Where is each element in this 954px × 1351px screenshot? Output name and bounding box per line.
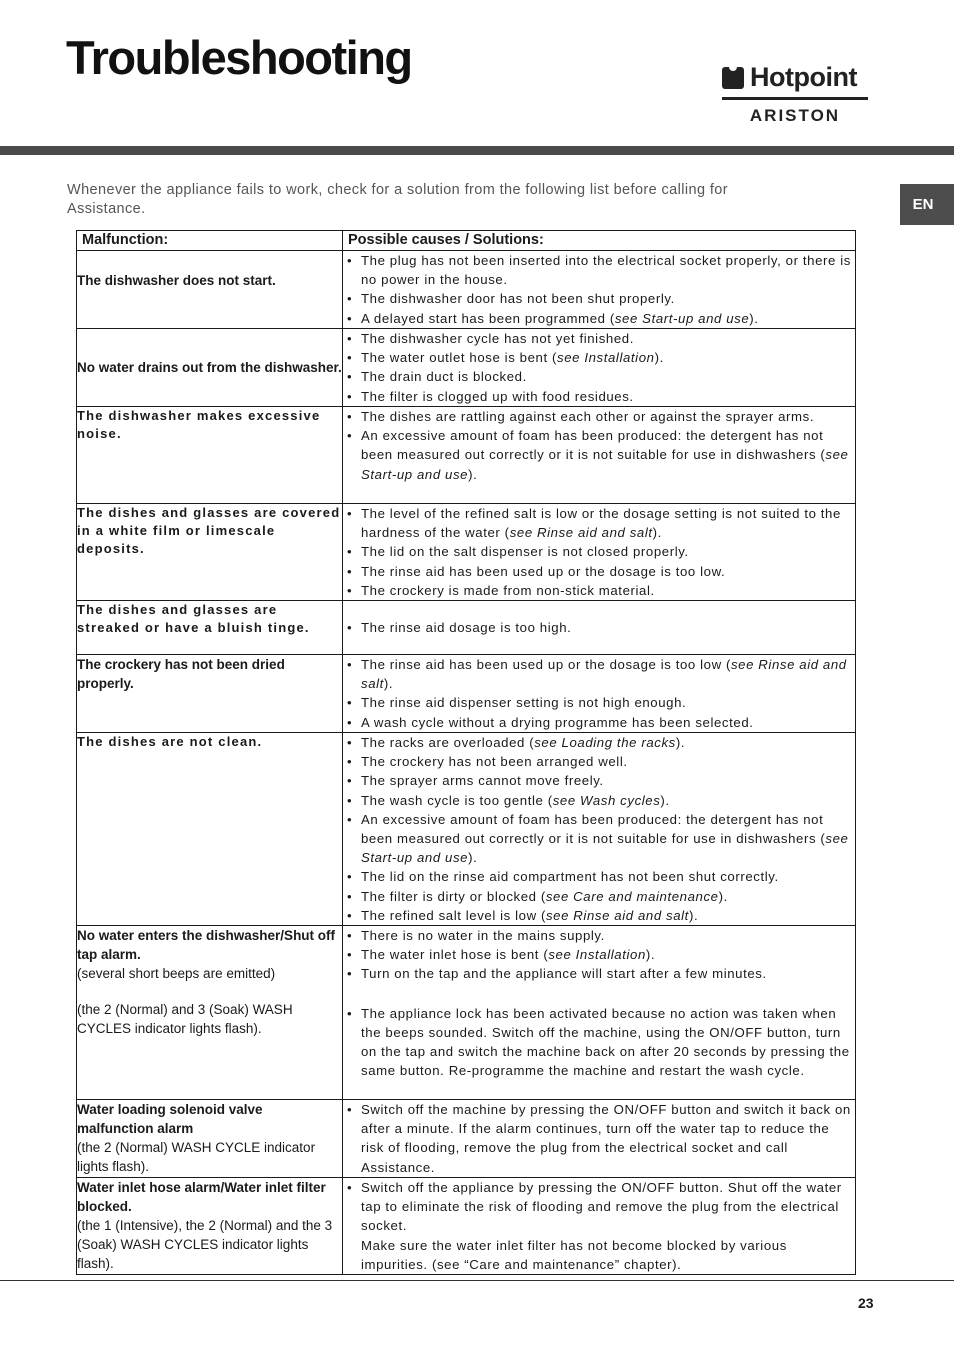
table-header-row (77, 231, 856, 251)
logo-brand-text: Hotpoint (750, 62, 857, 92)
malfunction-cell (77, 504, 343, 601)
page-title: Troubleshooting (66, 31, 412, 84)
causes-list (343, 251, 855, 328)
malfunction-note: (several short beeps are emitted) (77, 966, 276, 982)
col-header-malfunction: Malfunction: (77, 231, 343, 251)
malfunction-text: No water drains out from the dishwasher. (77, 360, 342, 375)
cause-item: • The rinse aid has been used up or the dosage is too low (see Rinse aid and salt). (343, 655, 855, 693)
causes-list (343, 407, 855, 484)
malfunction-text: Water loading solenoid valve malfunction alarm (77, 1102, 263, 1137)
cause-item: • The water inlet hose is bent (see Installation). (343, 945, 855, 964)
cause-item: Make sure the water inlet filter has not become blocked by various impurities. (see “Care and maintenance” chapter). (361, 1237, 787, 1272)
cause-item: • The rinse aid has been used up or the dosage is too low. (343, 562, 855, 581)
malfunction-cell (77, 1100, 343, 1178)
cross-reference: see Wash cycles (552, 792, 661, 808)
cause-item: • The filter is clogged up with food residues. (343, 387, 855, 406)
cause-item: • The appliance lock has been activated because no action was taken when the beeps sounded. Switch off the machine, using the ON/OFF button, turn on the tap and switch the machine back on after 20 seconds by pressing the same button. Re-programme the machine and restart the wash cycle. (343, 1004, 855, 1081)
malfunction-cell (77, 1178, 343, 1275)
table-row (77, 1100, 856, 1178)
causes-cell (343, 733, 856, 926)
cross-reference: see Loading the racks (534, 735, 676, 751)
cause-item: • The rinse aid dosage is too high. (343, 618, 855, 637)
cause-item: • Switch off the machine by pressing the ON/OFF button and switch it back on after a minute. If the alarm continues, turn off the water tap to reduce the risk of flooding, remove the plug from the electrical socket and call Assistance. (343, 1100, 855, 1177)
table-row (77, 601, 856, 655)
malfunction-cell (77, 329, 343, 407)
cause-item: • An excessive amount of foam has been produced: the detergent has not been measured out correctly or it is not suitable for use in dishwashers (see Start-up and use). (343, 426, 855, 484)
causes-cell (343, 407, 856, 504)
causes-list (343, 618, 855, 637)
malfunction-text: Water inlet hose alarm/Water inlet filter blocked. (77, 1180, 326, 1215)
header-band (0, 146, 954, 155)
causes-list (343, 926, 855, 1080)
logo-sub-text: ARISTON (749, 106, 841, 125)
causes-cell (343, 1100, 856, 1178)
language-tab: EN (900, 184, 954, 225)
cause-item: • A wash cycle without a drying programme has been selected. (343, 713, 855, 732)
malfunction-cell (77, 601, 343, 655)
table-row (77, 407, 856, 504)
cross-reference: see Care and maintenance (545, 888, 719, 904)
cause-item: • The crockery is made from non-stick material. (343, 581, 855, 600)
brand-logo (722, 62, 868, 126)
cause-item: • The lid on the salt dispenser is not closed properly. (343, 542, 855, 561)
cause-item: • Turn on the tap and the appliance will start after a few minutes. (343, 964, 855, 983)
cause-item: • There is no water in the mains supply. (343, 926, 855, 945)
malfunction-text: The dishwasher does not start. (77, 273, 276, 288)
logo-divider (722, 97, 868, 100)
causes-cell (343, 655, 856, 733)
cause-item: • The crockery has not been arranged well. (343, 752, 855, 771)
causes-list (343, 655, 855, 732)
malfunction-text: The dishes are not clean. (77, 734, 263, 750)
cause-item: • The sprayer arms cannot move freely. (343, 771, 855, 790)
table-row (77, 926, 856, 1100)
footer-rule (0, 1280, 954, 1281)
causes-cell (343, 926, 856, 1100)
cross-reference: see Start-up and use (614, 310, 750, 326)
cause-item: • An excessive amount of foam has been produced: the detergent has not been measured out correctly or it is not suitable for use in dishwashers (see Start-up and use). (343, 810, 855, 868)
causes-list (343, 733, 855, 925)
malfunction-text: The dishwasher makes excessive noise. (77, 408, 321, 441)
cause-item: • The level of the refined salt is low or the dosage setting is not suited to the hardness of the water (see Rinse aid and salt). (343, 504, 855, 542)
malfunction-text: The dishes and glasses are covered in a white film or limescale deposits. (77, 505, 341, 556)
table-row (77, 504, 856, 601)
col-header-causes: Possible causes / Solutions: (343, 231, 856, 251)
cause-item: • The dishes are rattling against each other or against the sprayer arms. (343, 407, 855, 426)
cross-reference: see Rinse aid and salt (361, 657, 847, 692)
hotpoint-mark-icon (722, 67, 744, 89)
malfunction-note: (the 1 (Intensive), the 2 (Normal) and the 3 (Soak) WASH CYCLES indicator lights flash). (77, 1218, 333, 1272)
causes-list (343, 1178, 855, 1274)
cause-item: • The dishwasher door has not been shut properly. (343, 289, 855, 308)
causes-cell (343, 601, 856, 655)
malfunction-text: No water enters the dishwasher/Shut off tap alarm. (77, 928, 336, 963)
page-number: 23 (858, 1295, 874, 1311)
malfunction-cell (77, 926, 343, 1100)
cause-item: • The racks are overloaded (see Loading the racks). (343, 733, 855, 752)
causes-list (343, 1100, 855, 1177)
malfunction-cell (77, 655, 343, 733)
table-row (77, 1178, 856, 1275)
causes-list (343, 504, 855, 600)
cross-reference: see Rinse aid and salt (509, 525, 653, 541)
causes-cell (343, 251, 856, 329)
cause-item: • Switch off the appliance by pressing the ON/OFF button. Shut off the water tap to eliminate the risk of flooding and remove the plug from the electrical socket. (343, 1178, 855, 1236)
cause-item: • The refined salt level is low (see Rinse aid and salt). (343, 906, 855, 925)
malfunction-text: The dishes and glasses are streaked or have a bluish tinge. (77, 602, 310, 636)
cause-item: • The water outlet hose is bent (see Installation). (343, 348, 855, 367)
cross-reference: see Installation (557, 350, 655, 366)
malfunction-text: The crockery has not been dried properly. (77, 657, 285, 692)
cause-item: • The plug has not been inserted into the electrical socket properly, or there is no power in the house. (343, 251, 855, 289)
cause-item: • The wash cycle is too gentle (see Wash cycles). (343, 791, 855, 810)
cross-reference: see Start-up and use (361, 831, 849, 866)
cause-item: • The dishwasher cycle has not yet finished. (343, 329, 855, 348)
cause-item: • A delayed start has been programmed (see Start-up and use). (343, 309, 855, 328)
troubleshooting-table (76, 230, 856, 1275)
cause-item: • The filter is dirty or blocked (see Care and maintenance). (343, 887, 855, 906)
causes-cell (343, 329, 856, 407)
malfunction-cell (77, 407, 343, 504)
table-row (77, 655, 856, 733)
malfunction-cell (77, 251, 343, 329)
intro-text: Whenever the appliance fails to work, check for a solution from the following list before calling for Assistance. (67, 182, 728, 217)
malfunction-note: (the 2 (Normal) and 3 (Soak) WASH CYCLES indicator lights flash). (77, 1002, 293, 1037)
causes-list (343, 329, 855, 406)
cross-reference: see Rinse aid and salt (545, 907, 689, 923)
cross-reference: see Installation (548, 947, 646, 963)
causes-cell (343, 1178, 856, 1275)
cause-item: • The rinse aid dispenser setting is not high enough. (343, 693, 855, 712)
malfunction-note: (the 2 (Normal) WASH CYCLE indicator lights flash). (77, 1140, 316, 1175)
cross-reference: see Start-up and use (361, 447, 849, 482)
table-row (77, 329, 856, 407)
cause-item: • The lid on the rinse aid compartment has not been shut correctly. (343, 867, 855, 886)
causes-cell (343, 504, 856, 601)
table-row (77, 733, 856, 926)
table-row (77, 251, 856, 329)
cause-item: • The drain duct is blocked. (343, 367, 855, 386)
malfunction-cell (77, 733, 343, 926)
